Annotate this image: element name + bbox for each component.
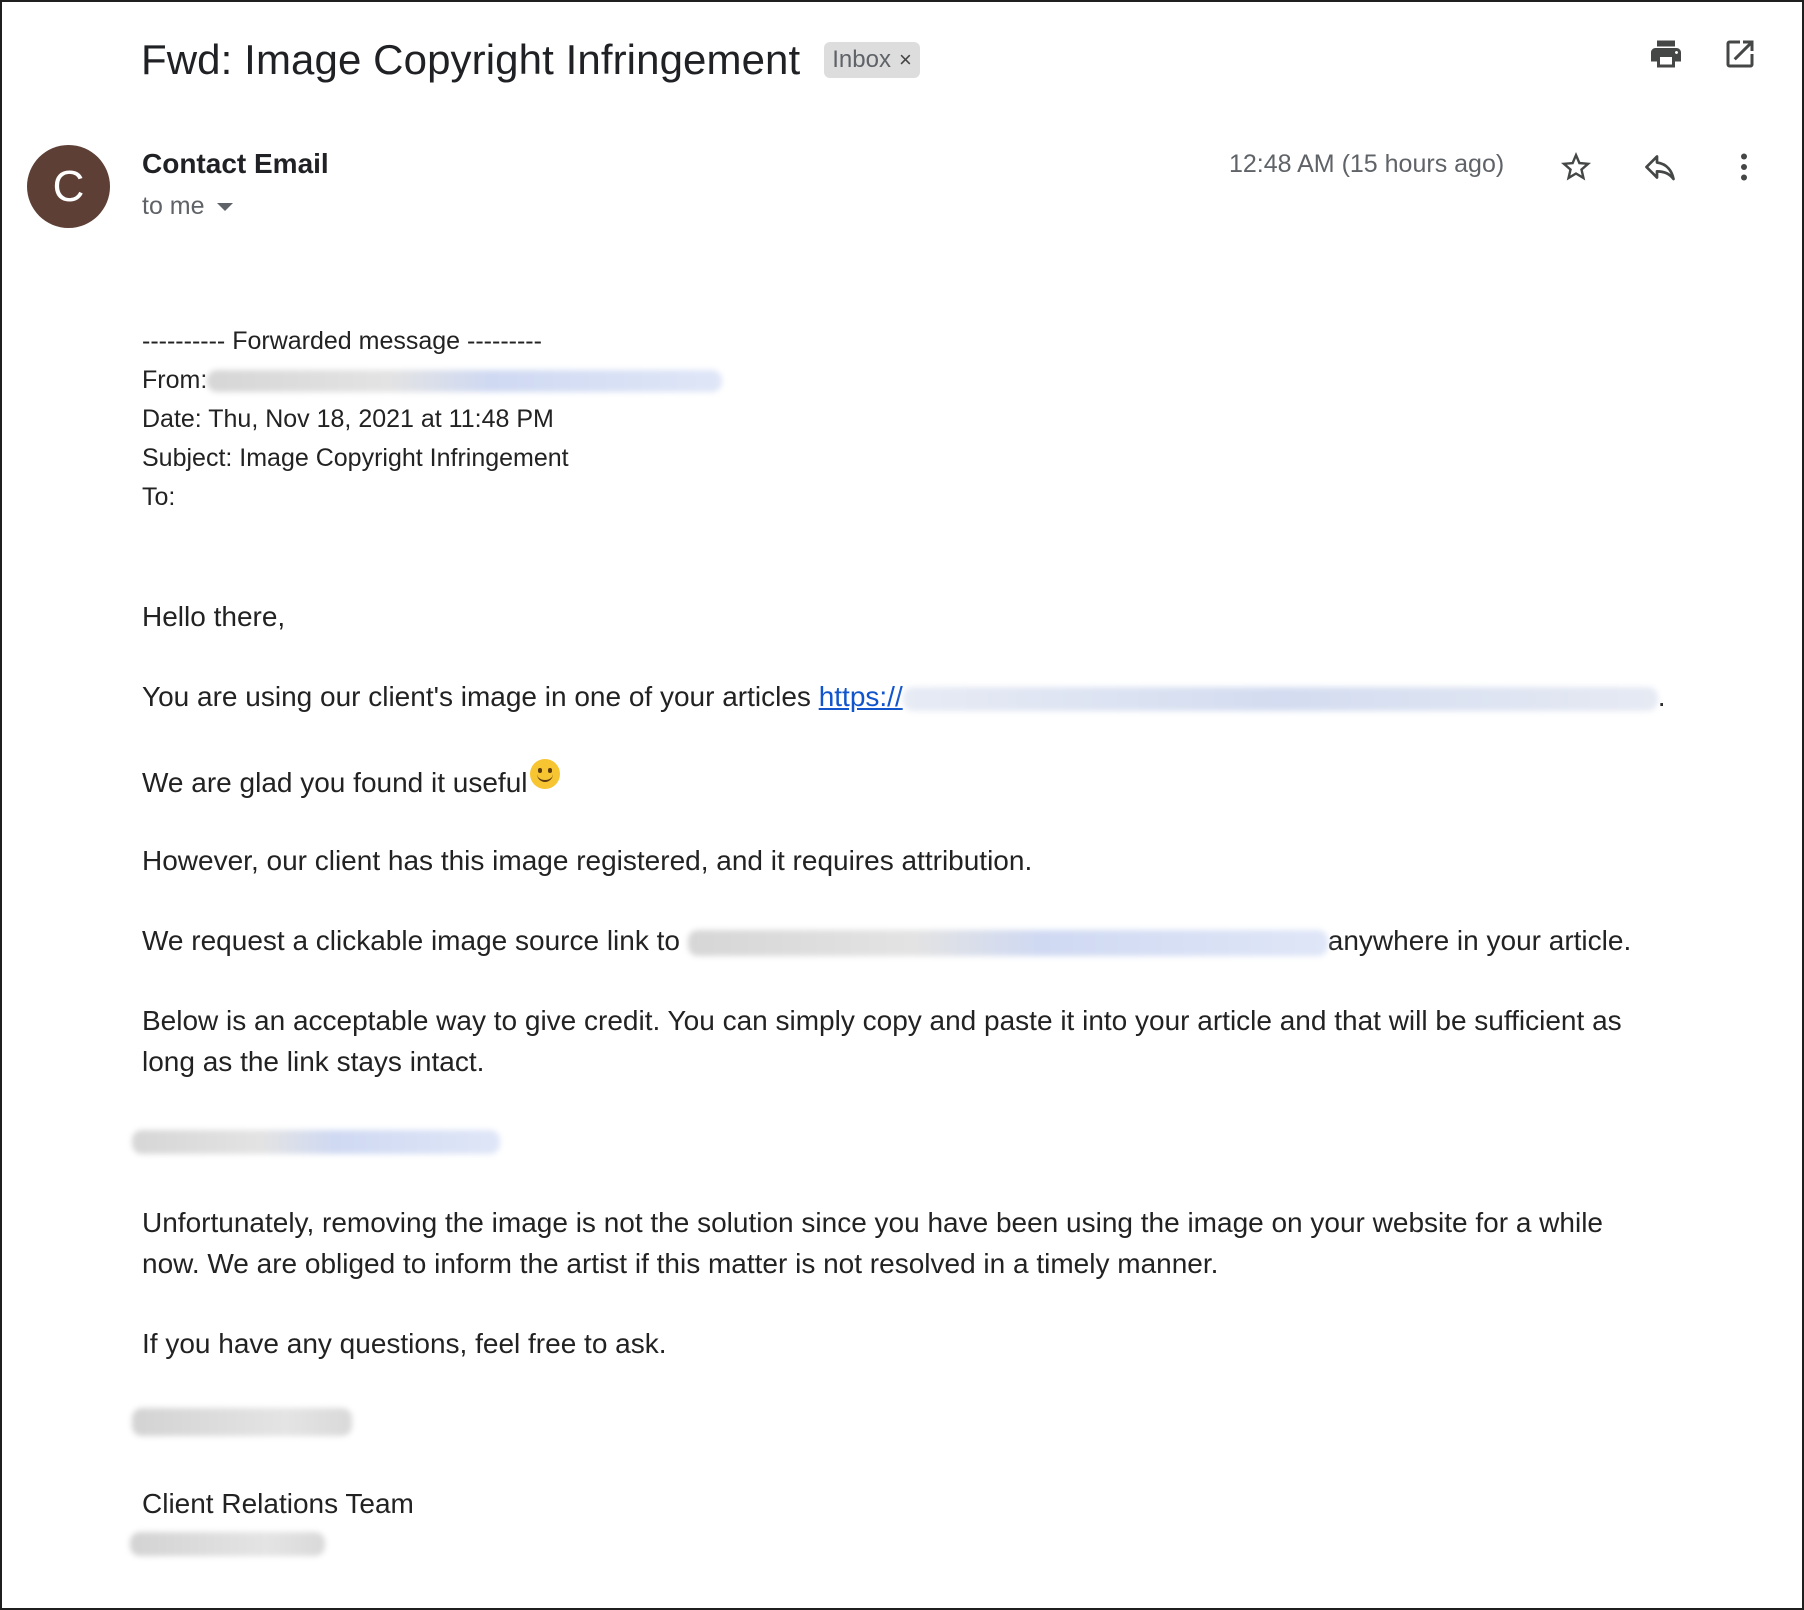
paragraph-removal-line2: now. We are obliged to inform the artist if this matter is not resolved in a timely manner.: [142, 1248, 1219, 1279]
paragraph-attribution: However, our client has this image registered, and it requires attribution.: [142, 845, 1033, 876]
thread-actions: [1648, 36, 1758, 72]
paragraph-credit-line2: long as the link stays intact.: [142, 1046, 485, 1077]
paragraph-removal-line1: Unfortunately, removing the image is not the solution since you have been using the image on your website for a while: [142, 1207, 1603, 1238]
redacted-credit-link-blur: [132, 1130, 500, 1154]
redacted-article-url: [903, 687, 1658, 711]
article-link-text: https://: [818, 681, 903, 712]
sender-avatar[interactable]: C: [27, 145, 110, 228]
message-timestamp: 12:48 AM (15 hours ago): [1229, 150, 1505, 178]
star-icon[interactable]: [1557, 148, 1595, 186]
forwarded-to: To:: [142, 483, 176, 511]
paragraph-text: You are using our client's image in one of your articles: [142, 681, 819, 712]
reply-icon[interactable]: [1641, 148, 1679, 186]
redacted-signature-blur: [132, 1408, 352, 1436]
paragraph-text: We request a clickable image source link to: [142, 925, 688, 956]
redacted-credit-link[interactable]: [132, 1130, 500, 1154]
recipient-text: to me: [142, 192, 205, 220]
remove-label-icon[interactable]: ×: [898, 47, 912, 72]
smiley-emoji-icon: [530, 759, 560, 789]
paragraph-article-link: [142, 676, 1666, 717]
forwarded-from: [142, 361, 722, 400]
paragraph-credit-line1: Below is an acceptable way to give credit. You can simply copy and paste it into your article and that will be sufficient as: [142, 1005, 1622, 1036]
email-subject: Fwd: Image Copyright Infringement: [141, 36, 801, 83]
paragraph-end: .: [1657, 681, 1666, 712]
more-vertical-icon[interactable]: [1725, 148, 1763, 186]
redacted-signature-name: [132, 1408, 352, 1436]
from-label: From:: [142, 366, 208, 394]
forwarded-subject: Subject: Image Copyright Infringement: [142, 444, 569, 472]
inbox-label-chip[interactable]: [824, 42, 920, 78]
article-link[interactable]: [819, 681, 1658, 712]
signature-team: Client Relations Team: [142, 1488, 414, 1519]
subject-row: [141, 32, 920, 88]
forwarded-date: Date: Thu, Nov 18, 2021 at 11:48 PM: [142, 405, 554, 433]
redacted-source-link: [688, 930, 1328, 956]
paragraph-text-end: anywhere in your article.: [1327, 925, 1632, 956]
forwarded-separator: ---------- Forwarded message ---------: [142, 327, 542, 355]
print-icon[interactable]: [1648, 36, 1684, 72]
sender-name[interactable]: Contact Email: [142, 148, 329, 179]
open-in-new-window-icon[interactable]: [1722, 36, 1758, 72]
recipient-details-toggle[interactable]: [142, 192, 233, 221]
paragraph-glad: [142, 759, 560, 803]
chevron-down-icon: [217, 203, 233, 211]
redacted-signature-extra-blur: [130, 1532, 325, 1556]
message-actions: [1557, 148, 1763, 186]
paragraph-request: [142, 920, 1631, 961]
redacted-sender-address: [207, 370, 722, 392]
label-text: Inbox: [832, 46, 891, 73]
paragraph-questions: If you have any questions, feel free to ask.: [142, 1328, 667, 1359]
paragraph-text: We are glad you found it useful: [142, 767, 528, 798]
greeting: Hello there,: [142, 601, 286, 632]
redacted-signature-extra: [130, 1532, 325, 1556]
